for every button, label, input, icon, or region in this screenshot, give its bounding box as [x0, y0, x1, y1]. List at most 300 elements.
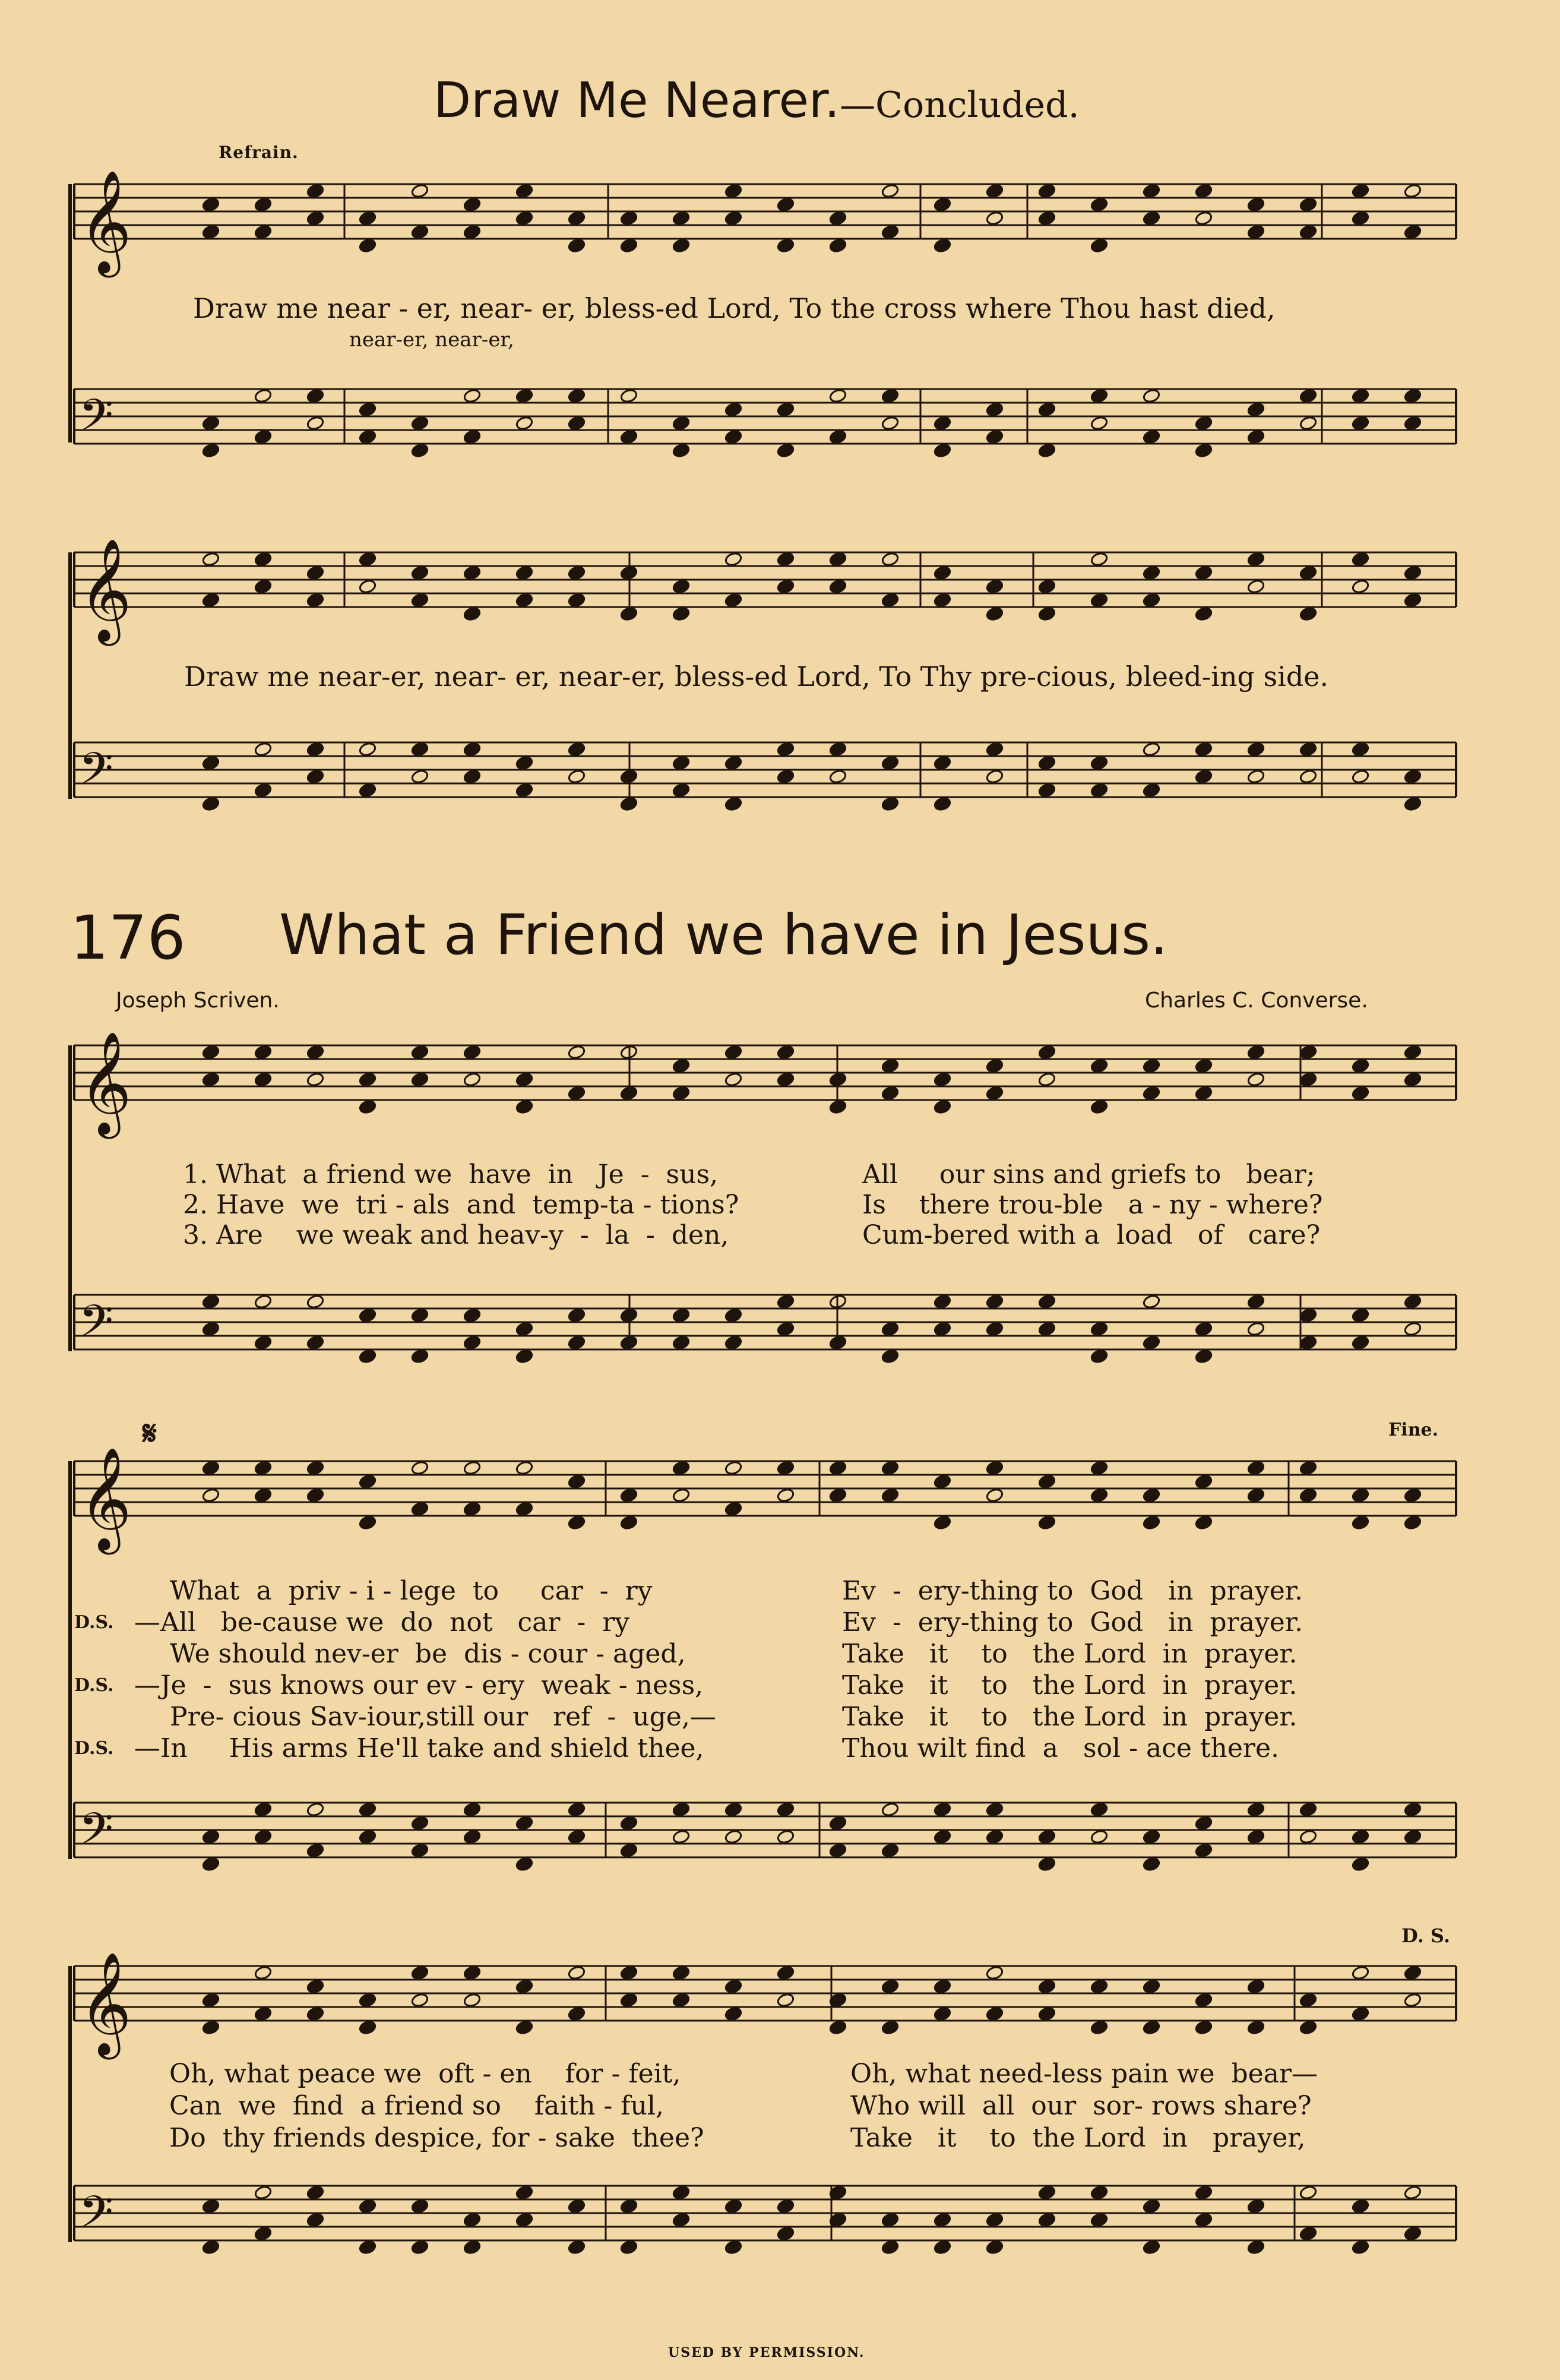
- clef-icon: 𝄢: [79, 1803, 113, 1866]
- note-head: [724, 552, 743, 567]
- note-head: [463, 769, 482, 785]
- note-head: [411, 1072, 429, 1088]
- note-head: [1299, 1993, 1318, 2008]
- note-head: [620, 388, 638, 404]
- verse-line: 3. Are we weak and heav-y - la - den,: [183, 1220, 729, 1250]
- note-head: [411, 1045, 429, 1060]
- footer-permission: USED BY PERMISSION.: [668, 2345, 865, 2360]
- note-head: [986, 742, 1004, 757]
- note-head: [777, 579, 795, 595]
- note-head: [254, 1802, 273, 1818]
- note-head: [1404, 565, 1422, 581]
- note-head: [986, 1461, 1004, 1476]
- note-head: [1404, 1045, 1422, 1060]
- note-head: [1038, 783, 1056, 798]
- note-head: [515, 1322, 534, 1337]
- note-head: [306, 2185, 325, 2201]
- note-head: [1143, 1058, 1161, 1074]
- note-head: [202, 1461, 220, 1476]
- note-head: [620, 238, 638, 254]
- note-head: [1299, 197, 1318, 213]
- note-head: [411, 225, 429, 240]
- note-head: [254, 783, 273, 798]
- note-head: [1247, 1802, 1265, 1818]
- note-head: [515, 2185, 534, 2201]
- note-head: [254, 1045, 273, 1060]
- note-head: [568, 2199, 586, 2214]
- note-head: [1090, 2185, 1109, 2201]
- note-head: [359, 783, 377, 798]
- note-head: [1299, 1488, 1318, 1503]
- note-head: [1299, 416, 1318, 431]
- clef-icon: 𝄢: [79, 1295, 113, 1358]
- refrain-line1-lyrics: Draw me near - er, near- er, bless-ed Lord, To the cross where Thou hast died,: [193, 292, 1276, 324]
- note-head: [202, 1488, 220, 1503]
- note-head: [881, 1979, 900, 1995]
- note-head: [1038, 211, 1056, 226]
- note-head: [568, 593, 586, 608]
- verse-line: Cum-bered with a load of care?: [862, 1220, 1321, 1250]
- note-head: [306, 742, 325, 757]
- verse-line: Thou wilt find a sol - ace there.: [842, 1733, 1279, 1763]
- note-head: [515, 1857, 534, 1872]
- note-head: [672, 783, 691, 798]
- system3-verses-right: [850, 2058, 1318, 2154]
- note-head: [515, 388, 534, 404]
- note-head: [724, 211, 743, 226]
- note-head: [1247, 1829, 1265, 1845]
- note-head: [986, 211, 1004, 226]
- note-head: [934, 1979, 952, 1995]
- note-head: [777, 1045, 795, 1060]
- note-head: [515, 756, 534, 771]
- note-head: [881, 1843, 900, 1859]
- note-head: [359, 2199, 377, 2214]
- note-head: [829, 769, 847, 785]
- note-head: [202, 197, 220, 213]
- note-head: [1038, 1979, 1056, 1995]
- note-head: [1404, 388, 1422, 404]
- note-head: [254, 388, 273, 404]
- note-head: [672, 1829, 691, 1845]
- note-head: [359, 1829, 377, 1845]
- note-head: [1038, 1322, 1056, 1337]
- note-head: [1352, 1086, 1370, 1101]
- note-head: [202, 756, 220, 771]
- note-head: [1090, 1322, 1109, 1337]
- verse-line: Ev - ery-thing to God in prayer.: [842, 1576, 1303, 1606]
- note-head: [568, 1474, 586, 1490]
- note-head: [1352, 1308, 1370, 1323]
- note-head: [254, 1072, 273, 1088]
- note-head: [463, 1502, 482, 1517]
- note-head: [829, 211, 847, 226]
- note-head: [829, 742, 847, 757]
- note-head: [1404, 1072, 1422, 1088]
- note-head: [568, 565, 586, 581]
- note-head: [1247, 225, 1265, 240]
- note-head: [1195, 2020, 1213, 2036]
- note-head: [1404, 2226, 1422, 2242]
- note-head: [672, 1965, 691, 1981]
- note-head: [672, 1335, 691, 1351]
- note-head: [463, 1829, 482, 1845]
- note-head: [411, 769, 429, 785]
- note-head: [934, 1099, 952, 1115]
- note-head: [724, 797, 743, 812]
- note-head: [881, 1802, 900, 1818]
- note-head: [1038, 443, 1056, 459]
- note-head: [672, 211, 691, 226]
- note-head: [777, 1461, 795, 1476]
- note-head: [1195, 1515, 1213, 1531]
- note-head: [463, 429, 482, 445]
- note-head: [1352, 1335, 1370, 1351]
- note-head: [202, 2240, 220, 2255]
- note-head: [777, 2226, 795, 2242]
- note-head: [359, 2020, 377, 2036]
- note-head: [1299, 1461, 1318, 1476]
- note-head: [986, 402, 1004, 418]
- note-head: [1352, 1829, 1370, 1845]
- note-head: [306, 769, 325, 785]
- note-head: [986, 1488, 1004, 1503]
- verse-line: —All be-cause we do not car - ry: [134, 1607, 630, 1638]
- note-head: [1404, 184, 1422, 199]
- note-head: [411, 1461, 429, 1476]
- note-head: [1299, 1308, 1318, 1323]
- note-head: [672, 606, 691, 622]
- note-head: [724, 402, 743, 418]
- note-head: [1195, 565, 1213, 581]
- note-head: [359, 1349, 377, 1364]
- note-head: [202, 2020, 220, 2036]
- note-head: [1195, 1349, 1213, 1364]
- note-head: [1299, 388, 1318, 404]
- note-head: [515, 1461, 534, 1476]
- note-head: [1352, 2006, 1370, 2022]
- note-head: [1143, 1515, 1161, 1531]
- note-head: [986, 579, 1004, 595]
- note-head: [1299, 225, 1318, 240]
- note-head: [463, 197, 482, 213]
- note-head: [620, 606, 638, 622]
- verse-line: 2. Have we tri - als and temp-ta - tions?: [183, 1190, 739, 1220]
- clef-icon: 𝄞: [79, 1447, 132, 1550]
- note-head: [306, 2213, 325, 2228]
- note-head: [1352, 1488, 1370, 1503]
- verse-line: 1. What a friend we have in Je - sus,: [183, 1159, 719, 1190]
- system2-verses-right: [842, 1575, 1303, 1764]
- note-head: [1090, 238, 1109, 254]
- note-head: [1247, 2199, 1265, 2214]
- note-head: [724, 1461, 743, 1476]
- note-head: [411, 184, 429, 199]
- note-head: [359, 211, 377, 226]
- note-head: [463, 2213, 482, 2228]
- note-head: [359, 1099, 377, 1115]
- title-suffix: —Concluded.: [840, 84, 1080, 126]
- verse-line: —Je - sus knows our ev - ery weak - ness,: [134, 1670, 704, 1701]
- note-head: [829, 2020, 847, 2036]
- note-head: [1352, 742, 1370, 757]
- note-head: [672, 1058, 691, 1074]
- clef-icon: 𝄞: [79, 1031, 132, 1134]
- segno-sign: 𝄋: [143, 1414, 157, 1453]
- note-head: [411, 742, 429, 757]
- note-head: [1404, 225, 1422, 240]
- hymn-title: What a Friend we have in Jesus.: [279, 903, 1168, 968]
- note-head: [1090, 388, 1109, 404]
- note-head: [463, 606, 482, 622]
- note-head: [829, 1843, 847, 1859]
- note-head: [1352, 2199, 1370, 2214]
- note-head: [1195, 1993, 1213, 2008]
- note-head: [620, 1086, 638, 1101]
- note-head: [306, 1335, 325, 1351]
- hymn-composer: Charles C. Converse.: [1145, 988, 1368, 1013]
- note-head: [411, 593, 429, 608]
- note-head: [568, 211, 586, 226]
- note-head: [829, 1335, 847, 1351]
- note-head: [463, 742, 482, 757]
- note-head: [1143, 388, 1161, 404]
- note-head: [1090, 1829, 1109, 1845]
- note-head: [672, 2213, 691, 2228]
- refrain-line2-lyrics: Draw me near-er, near- er, near-er, bless-ed Lord, To Thy pre-cious, bleed-ing side.: [184, 660, 1329, 693]
- note-head: [986, 1086, 1004, 1101]
- note-head: [1404, 769, 1422, 785]
- note-head: [1195, 1474, 1213, 1490]
- note-head: [411, 416, 429, 431]
- note-head: [1299, 2020, 1318, 2036]
- note-head: [777, 1965, 795, 1981]
- note-head: [934, 1829, 952, 1845]
- note-head: [986, 184, 1004, 199]
- ds-marker: D.S.: [74, 1675, 114, 1696]
- note-head: [254, 552, 273, 567]
- note-head: [1143, 593, 1161, 608]
- note-head: [411, 565, 429, 581]
- note-head: [1404, 2185, 1422, 2201]
- note-head: [1090, 1488, 1109, 1503]
- note-head: [463, 1802, 482, 1818]
- verse-line: We should nev-er be dis - cour - aged,: [170, 1639, 686, 1669]
- note-head: [1090, 1349, 1109, 1364]
- note-head: [1404, 1993, 1422, 2008]
- note-head: [1247, 742, 1265, 757]
- note-head: [672, 2185, 691, 2201]
- note-head: [463, 2240, 482, 2255]
- note-head: [568, 2240, 586, 2255]
- note-head: [1090, 552, 1109, 567]
- note-head: [1352, 1965, 1370, 1981]
- note-head: [881, 416, 900, 431]
- note-head: [1247, 197, 1265, 213]
- note-head: [515, 1099, 534, 1115]
- note-head: [881, 2240, 900, 2255]
- ds-marker: D.S.: [74, 1738, 114, 1759]
- note-head: [1247, 1045, 1265, 1060]
- note-head: [515, 783, 534, 798]
- fine-label: Fine.: [1388, 1420, 1439, 1440]
- note-head: [724, 1979, 743, 1995]
- note-head: [463, 388, 482, 404]
- note-head: [1299, 1072, 1318, 1088]
- note-head: [620, 1488, 638, 1503]
- hymn-number: 176: [70, 903, 186, 974]
- note-head: [254, 2006, 273, 2022]
- clef-icon: 𝄞: [79, 538, 132, 641]
- note-head: [724, 593, 743, 608]
- note-head: [829, 552, 847, 567]
- note-head: [1247, 2240, 1265, 2255]
- note-head: [306, 1802, 325, 1818]
- note-head: [411, 1308, 429, 1323]
- note-head: [1090, 1802, 1109, 1818]
- note-head: [202, 1857, 220, 1872]
- note-head: [1195, 211, 1213, 226]
- note-head: [934, 443, 952, 459]
- note-head: [202, 797, 220, 812]
- note-head: [515, 2213, 534, 2228]
- note-head: [1090, 783, 1109, 798]
- note-head: [306, 1461, 325, 1476]
- verse-line: Is there trou-ble a - ny - where?: [862, 1190, 1323, 1220]
- note-head: [777, 769, 795, 785]
- note-head: [777, 1802, 795, 1818]
- note-head: [1352, 579, 1370, 595]
- note-head: [515, 184, 534, 199]
- note-head: [359, 552, 377, 567]
- note-head: [829, 1488, 847, 1503]
- system3-verses-left: [169, 2058, 704, 2154]
- note-head: [568, 1308, 586, 1323]
- note-head: [568, 742, 586, 757]
- note-head: [724, 2199, 743, 2214]
- page-title: [433, 72, 1080, 129]
- note-head: [202, 593, 220, 608]
- note-head: [1195, 1086, 1213, 1101]
- note-head: [306, 1488, 325, 1503]
- ds-markers: [74, 1575, 113, 1764]
- note-head: [515, 416, 534, 431]
- note-head: [881, 593, 900, 608]
- note-head: [515, 565, 534, 581]
- note-head: [620, 1308, 638, 1323]
- note-head: [672, 1461, 691, 1476]
- note-head: [463, 1965, 482, 1981]
- note-head: [1090, 756, 1109, 771]
- note-head: [1195, 416, 1213, 431]
- note-head: [202, 225, 220, 240]
- note-head: [1195, 1058, 1213, 1074]
- note-head: [463, 1993, 482, 2008]
- note-head: [359, 238, 377, 254]
- note-head: [881, 1322, 900, 1337]
- hymn-author: Joseph Scriven.: [116, 988, 280, 1013]
- note-head: [202, 443, 220, 459]
- note-head: [1247, 1072, 1265, 1088]
- note-head: [1038, 1045, 1056, 1060]
- note-head: [620, 1843, 638, 1859]
- verse-line: Oh, what peace we oft - en for - feit,: [169, 2059, 681, 2089]
- note-head: [777, 197, 795, 213]
- note-head: [515, 593, 534, 608]
- note-head: [1247, 429, 1265, 445]
- note-head: [777, 1829, 795, 1845]
- note-head: [777, 742, 795, 757]
- note-head: [1038, 402, 1056, 418]
- note-head: [777, 1322, 795, 1337]
- note-head: [568, 1829, 586, 1845]
- note-head: [359, 402, 377, 418]
- note-head: [881, 225, 900, 240]
- note-head: [254, 579, 273, 595]
- note-head: [881, 552, 900, 567]
- note-head: [934, 1072, 952, 1088]
- note-head: [1143, 1086, 1161, 1101]
- note-head: [724, 184, 743, 199]
- note-head: [986, 429, 1004, 445]
- note-head: [1143, 1979, 1161, 1995]
- note-head: [1299, 1829, 1318, 1845]
- note-head: [986, 1322, 1004, 1337]
- note-head: [1143, 1488, 1161, 1503]
- note-head: [1090, 2213, 1109, 2228]
- system2-verses-left: [134, 1575, 716, 1764]
- note-head: [1195, 1843, 1213, 1859]
- note-head: [881, 1488, 900, 1503]
- note-head: [1352, 1515, 1370, 1531]
- verse-line: What a priv - i - lege to car - ry: [170, 1576, 653, 1606]
- note-head: [1038, 1474, 1056, 1490]
- note-head: [934, 756, 952, 771]
- note-head: [568, 388, 586, 404]
- note-head: [1299, 2185, 1318, 2201]
- note-head: [672, 1308, 691, 1323]
- note-head: [359, 742, 377, 757]
- note-head: [1090, 1461, 1109, 1476]
- note-head: [724, 1072, 743, 1088]
- note-head: [777, 238, 795, 254]
- note-head: [1143, 1335, 1161, 1351]
- note-head: [1247, 1461, 1265, 1476]
- note-head: [1195, 1816, 1213, 1831]
- note-head: [1143, 211, 1161, 226]
- note-head: [620, 2240, 638, 2255]
- note-head: [1404, 1802, 1422, 1818]
- note-head: [568, 1802, 586, 1818]
- note-head: [672, 1802, 691, 1818]
- verse-line: Pre- cious Sav-iour,still our ref - uge,—: [170, 1702, 716, 1732]
- note-head: [620, 1965, 638, 1981]
- note-head: [1143, 565, 1161, 581]
- verse-line: Take it to the Lord in prayer.: [842, 1670, 1298, 1701]
- note-head: [1143, 184, 1161, 199]
- note-head: [1038, 1294, 1056, 1310]
- note-head: [254, 225, 273, 240]
- note-head: [568, 238, 586, 254]
- note-head: [1090, 593, 1109, 608]
- note-head: [1038, 579, 1056, 595]
- verse-line: Do thy friends despice, for - sake thee?: [169, 2123, 704, 2153]
- note-head: [1247, 1294, 1265, 1310]
- note-head: [829, 1099, 847, 1115]
- note-head: [1247, 552, 1265, 567]
- note-head: [934, 197, 952, 213]
- note-head: [359, 1515, 377, 1531]
